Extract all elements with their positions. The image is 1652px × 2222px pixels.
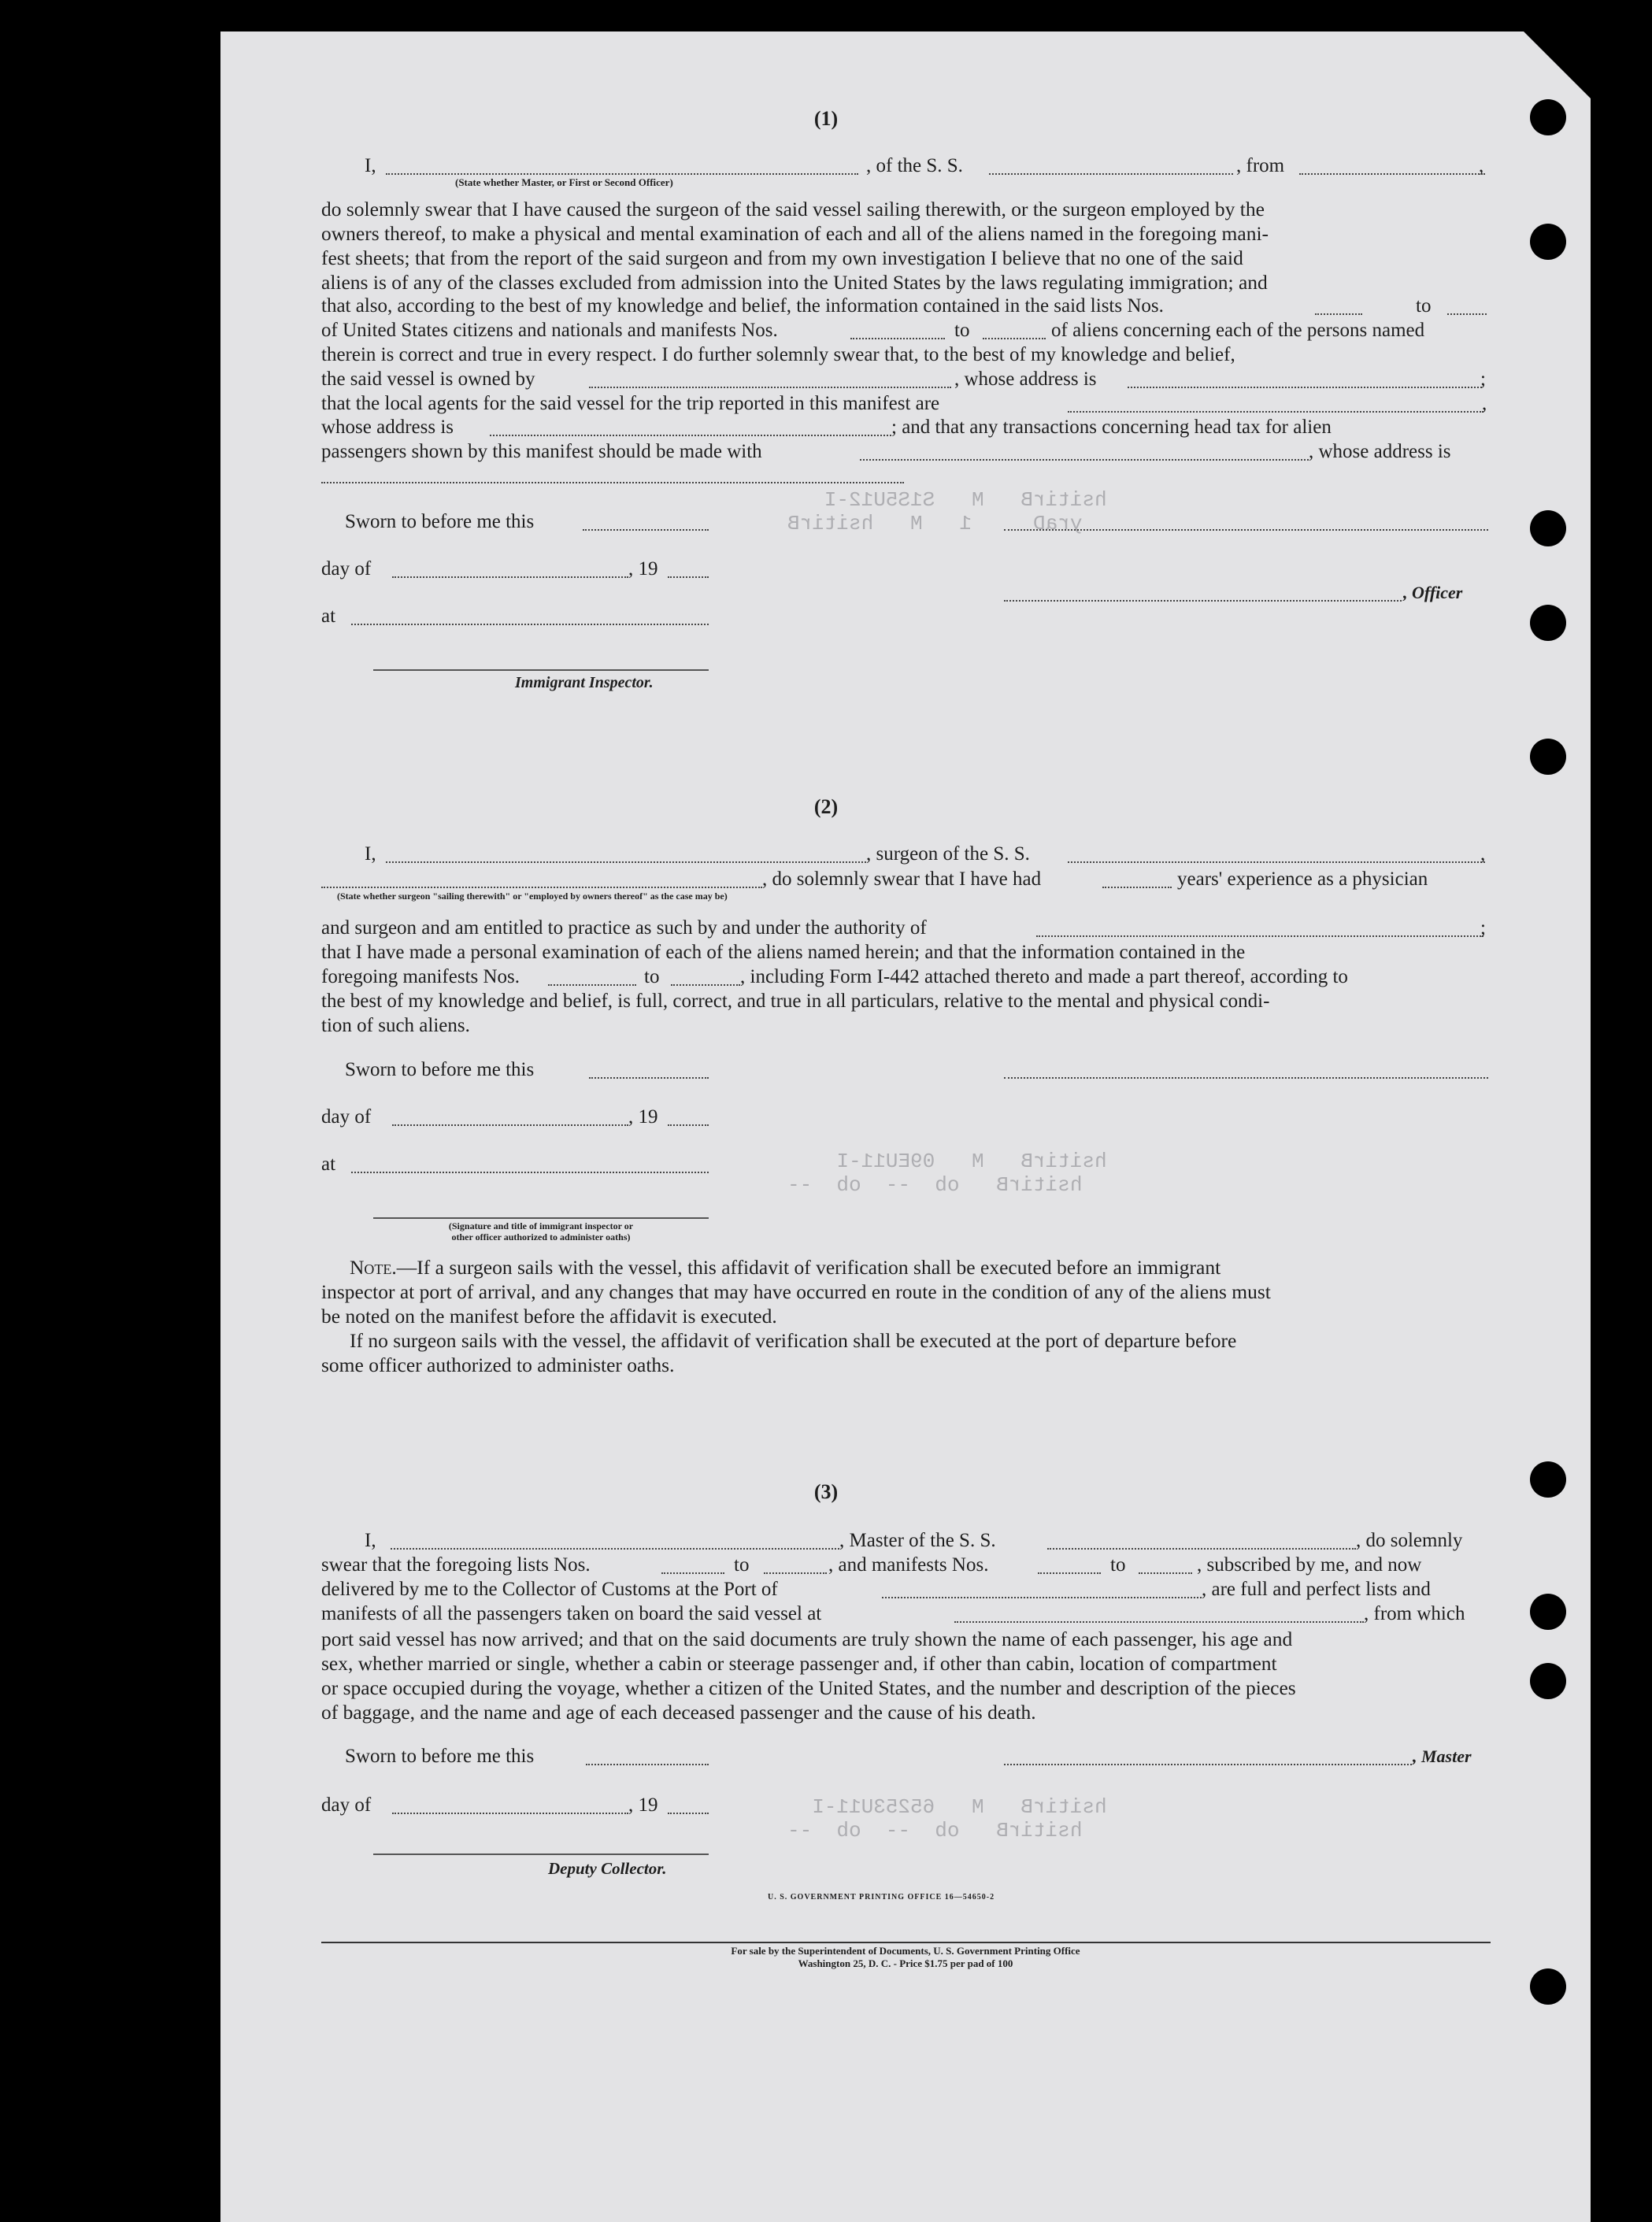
section-1-paragraph [321, 197, 1491, 294]
binder-hole [1530, 224, 1566, 260]
agents-field[interactable] [1068, 411, 1483, 413]
collector-text: delivered by me to the Collector of Customs at the Port of [321, 1579, 778, 1600]
clipped-corner [1524, 31, 1595, 102]
section-2-number: (2) [813, 795, 839, 818]
footer-line: For sale by the Superintendent of Documents, U. S. Government Printing Office [731, 1945, 1080, 1957]
manifests-label: foregoing manifests Nos. [321, 966, 520, 987]
section-3-paragraph [321, 1627, 1491, 1724]
comma: , [1482, 393, 1487, 414]
day-of-label: day of [321, 1794, 372, 1816]
paragraph-line: fest sheets; that from the report of the said surgeon and from my own investigation I believe that no one of the said [321, 246, 1243, 269]
agents-address-field[interactable] [490, 435, 891, 436]
bleed-through: hsitirB M 09EU11-I hsitirB ob -- ob -- [787, 1150, 1107, 1197]
note-text: —If a surgeon sails with the vessel, this affidavit of verification shall be executed before an immigrant [396, 1256, 1221, 1279]
at-label: at [321, 1154, 336, 1175]
to-label: to [1110, 1554, 1126, 1576]
paragraph-line: aliens is of any of the classes excluded from admission into the United States by the laws regulating immigration; and [321, 271, 1268, 294]
paragraph-line: do solemnly swear that I have caused the surgeon of the said vessel sailing therewith, or the surgeon employed by the [321, 198, 1265, 220]
semicolon: ; [1480, 368, 1486, 390]
authority-field[interactable] [1036, 935, 1483, 937]
section-3-number: (3) [813, 1480, 839, 1503]
master-ss-label: , Master of the S. S. [839, 1530, 996, 1551]
surgeon-name-field[interactable] [386, 861, 866, 863]
port-field[interactable] [882, 1597, 1202, 1598]
footer-rule [321, 1942, 1491, 1943]
swear-text: , do solemnly swear that I have had [762, 868, 1042, 890]
lists-nos-text: that also, according to the best of my knowledge and belief, the information contained in the said lists Nos. [321, 295, 1164, 317]
officer-rank-field[interactable] [386, 173, 858, 175]
perfect-text: , are full and perfect lists and [1202, 1579, 1431, 1600]
manifest-no-from-field[interactable] [850, 338, 945, 339]
surgeon-status-note: (State whether surgeon "sailing therewith" or "employed by owners thereof" as the case may be) [337, 891, 728, 902]
day-of-label: day of [321, 1106, 372, 1128]
sworn-label: Sworn to before me this [345, 1746, 535, 1767]
manifests-all-text: manifests of all the passengers taken on board the said vessel at [321, 1603, 822, 1624]
master-name-field[interactable] [391, 1548, 839, 1550]
paragraph-line: sex, whether married or single, whether a cabin or steerage passenger and, if other than cabin, location of compartment [321, 1652, 1277, 1675]
note-label: Note. [350, 1256, 397, 1279]
best-text: the best of my knowledge and belief, is full, correct, and true in all particulars, relative to the mental and physical condi- [321, 991, 1270, 1012]
true-text: therein is correct and true in every respect. I do further solemnly swear that, to the best of my knowledge and belief, [321, 344, 1235, 365]
footer [472, 1945, 1339, 1970]
officer-label: , Officer [1403, 583, 1463, 602]
surgeon-vessel-field[interactable] [1068, 861, 1485, 863]
bleed-through: hsitirB M S1S5U12-I yraD 1 M hsitirB [787, 488, 1107, 535]
year-field[interactable] [668, 1813, 709, 1814]
section-3-i: I, [365, 1530, 376, 1551]
whose-address-label: , whose address is [1309, 441, 1451, 462]
officer-title-field[interactable] [1004, 600, 1402, 602]
officer-rank-note: (State whether Master, or First or Second Officer) [455, 176, 673, 188]
to-label: to [1416, 295, 1432, 317]
year-field[interactable] [668, 1124, 709, 1126]
collector-signature-line[interactable] [373, 1854, 709, 1855]
master-signature-field[interactable] [1004, 1764, 1412, 1765]
passengers-text: passengers shown by this manifest should be made with [321, 441, 762, 462]
collector-label: Deputy Collector. [548, 1859, 667, 1878]
manifest-from-field[interactable] [548, 984, 636, 986]
subscribed-text: , subscribed by me, and now [1197, 1554, 1422, 1576]
comma: , [1480, 843, 1486, 865]
binder-hole [1530, 605, 1566, 641]
owner-address-label: , whose address is [954, 368, 1097, 390]
from-port-field[interactable] [1299, 173, 1485, 175]
ss-label: , of the S. S. [866, 155, 963, 176]
owned-by-text: the said vessel is owned by [321, 368, 535, 390]
from-which-text: , from which [1364, 1603, 1465, 1624]
boarding-port-field[interactable] [954, 1621, 1364, 1623]
surgeon-signature-field[interactable] [1004, 1077, 1488, 1079]
list-no-to-field[interactable] [1447, 313, 1487, 315]
years-experience-field[interactable] [1102, 887, 1172, 888]
paragraph-line: owners thereof, to make a physical and mental examination of each and all of the aliens named in the foregoing mani- [321, 222, 1269, 245]
sworn-day-field[interactable] [589, 1077, 709, 1079]
physician-text: years' experience as a physician [1177, 868, 1428, 890]
solemnly-text: , do solemnly [1356, 1530, 1463, 1551]
sworn-day-field[interactable] [583, 529, 709, 531]
section-1-number: (1) [813, 107, 839, 130]
bleed-through: hsitirB M 65253U11-I hsitirB ob -- ob -- [787, 1795, 1107, 1842]
officer-signature-field[interactable] [1004, 529, 1488, 531]
year-prefix: , 19 [628, 558, 658, 580]
year-field[interactable] [668, 576, 709, 578]
semicolon: ; [1480, 917, 1486, 939]
exam-text: that I have made a personal examination of each of the aliens named herein; and that the information contained in the [321, 942, 1246, 963]
master-vessel-field[interactable] [1047, 1548, 1356, 1550]
section-2-i: I, [365, 843, 376, 865]
list-no-from-field[interactable] [1315, 313, 1362, 315]
manifest-to-field[interactable] [1139, 1572, 1192, 1574]
manifests-nos-text: of United States citizens and nationals and manifests Nos. [321, 320, 778, 341]
manifest-from-field[interactable] [1038, 1572, 1101, 1574]
to-label: to [954, 320, 970, 341]
agents-address-label: whose address is [321, 417, 454, 438]
binder-hole [1530, 1663, 1566, 1699]
at-label: at [321, 605, 336, 627]
lists-text: swear that the foregoing lists Nos. [321, 1554, 591, 1576]
note-line: inspector at port of arrival, and any changes that may have occurred en route in the condition of any of the aliens must [321, 1280, 1271, 1303]
signature-note [373, 1220, 709, 1242]
year-prefix: , 19 [628, 1106, 658, 1128]
list-to-field[interactable] [764, 1572, 827, 1574]
comma: , [1479, 155, 1484, 176]
month-field[interactable] [392, 1124, 628, 1126]
footer-line: Washington 25, D. C. - Price $1.75 per pad of 100 [798, 1957, 1013, 1969]
head-tax-agent-field[interactable] [860, 459, 1309, 461]
note-line: be noted on the manifest before the affidavit is executed. [321, 1305, 777, 1328]
surgeon-note [321, 1255, 1491, 1377]
sworn-label: Sworn to before me this [345, 511, 535, 532]
surgeon-label: , surgeon of the S. S. [866, 843, 1030, 865]
to-label: to [734, 1554, 750, 1576]
place-field[interactable] [351, 1172, 709, 1173]
head-tax-address-field[interactable] [321, 482, 904, 483]
signature-note-line: other officer authorized to administer oaths) [451, 1231, 631, 1242]
day-of-label: day of [321, 558, 372, 580]
list-from-field[interactable] [661, 1572, 724, 1574]
place-field[interactable] [351, 624, 709, 625]
paragraph-line: of baggage, and the name and age of each deceased passenger and the cause of his death. [321, 1701, 1036, 1724]
head-tax-text: ; and that any transactions concerning head tax for alien [891, 417, 1332, 438]
section-1-i: I, [365, 155, 376, 176]
to-label: to [644, 966, 660, 987]
vessel-name-field[interactable] [989, 173, 1233, 175]
binder-hole [1530, 1594, 1566, 1630]
printing-office-code: U. S. GOVERNMENT PRINTING OFFICE 16—54650-2 [768, 1893, 995, 1902]
inspector-label: Immigrant Inspector. [515, 674, 654, 691]
manifest-no-to-field[interactable] [983, 338, 1046, 339]
manifest-to-field[interactable] [671, 984, 740, 986]
note-line: some officer authorized to administer oaths. [321, 1354, 675, 1376]
inspector-signature-line[interactable] [373, 1217, 709, 1219]
form-text: , including Form I-442 attached thereto and made a part thereof, according to [740, 966, 1348, 987]
agents-text: that the local agents for the said vessel for the trip reported in this manifest are [321, 393, 940, 414]
tion-text: tion of such aliens. [321, 1015, 470, 1036]
from-label: , from [1236, 155, 1285, 176]
binder-hole [1530, 510, 1566, 546]
binder-hole [1530, 739, 1566, 775]
month-field[interactable] [392, 1813, 628, 1814]
signature-note-line: (Signature and title of immigrant inspector or [448, 1220, 634, 1231]
note-line [321, 1255, 1491, 1280]
sworn-label: Sworn to before me this [345, 1059, 535, 1080]
month-field[interactable] [392, 576, 628, 578]
aliens-text: of aliens concerning each of the persons named [1051, 320, 1425, 341]
authority-text: and surgeon and am entitled to practice as such by and under the authority of [321, 917, 927, 939]
year-prefix: , 19 [628, 1794, 658, 1816]
owner-address-field[interactable] [1128, 387, 1482, 388]
manifests-text: , and manifests Nos. [828, 1554, 989, 1576]
binder-hole [1530, 1968, 1566, 2005]
surgeon-status-field[interactable] [321, 887, 762, 888]
master-label: , Master [1413, 1746, 1472, 1766]
sworn-day-field[interactable] [586, 1764, 709, 1765]
paragraph-line: port said vessel has now arrived; and that on the said documents are truly shown the name of each passenger, his age and [321, 1628, 1293, 1650]
paragraph-line: or space occupied during the voyage, whether a citizen of the United States, and the number and description of the pieces [321, 1676, 1296, 1699]
owner-field[interactable] [589, 387, 951, 388]
note-line: If no surgeon sails with the vessel, the affidavit of verification shall be executed at the port of departure before [350, 1329, 1237, 1352]
